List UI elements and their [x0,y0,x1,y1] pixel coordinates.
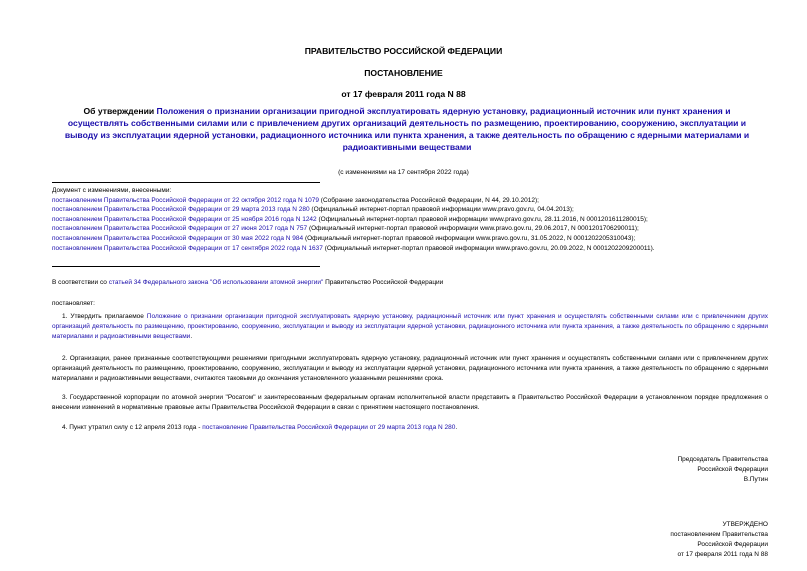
point-4: 4. Пункт утратил силу с 12 апреля 2013 года - постановление Правительства Российской Федерации от 29 марта 2013 года N 280. [62,424,458,431]
regulation-link[interactable]: Положение о признании организации пригодной эксплуатировать ядерную установку, радиационный источник или пункт хранения и осуществлять собственными силами или с привлечением других организаций деятельность по размещению, проектированию, сооружению, эксплуатации и выводу из эксплуатации ядерной установки, радиационного источника или пункта хранения, а также деятельность по обращению с ядерными материалами и радиоактивными веществами [52,313,768,340]
approval-country: Российской Федерации [697,541,768,548]
decides-label: постановляет: [52,300,95,307]
approval-date: от 17 февраля 2011 года N 88 [677,551,768,558]
signature-position: Председатель Правительства [677,456,768,463]
list-item: постановлением Правительства Российской Федерации от 17 сентября 2022 года N 1637 (Официальный интернет-портал правовой информации www.pravo.gov.ru, 20.09.2022, N 0001202209200011). [52,244,655,252]
top-divider [52,182,320,183]
repeal-decree-link[interactable]: постановление Правительства Российской Федерации от 29 марта 2013 года N 280 [202,424,456,431]
amendment-link[interactable]: постановлением Правительства Российской Федерации от 25 ноября 2016 года N 1242 [52,215,317,223]
doc-type-heading: ПОСТАНОВЛЕНИЕ [364,68,443,78]
date-number-heading: от 17 февраля 2011 года N 88 [341,89,466,99]
amendment-link[interactable]: постановлением Правительства Российской Федерации от 29 марта 2013 года N 280 [52,206,310,214]
document-title [52,105,762,153]
approval-by: постановлением Правительства [670,531,768,538]
signature-block [677,455,768,485]
list-item: постановлением Правительства Российской Федерации от 22 октября 2012 года N 1079 (Собрание законодательства Российской Федерации, N 44, 29.10.2012); [52,196,539,204]
changes-intro: Документ с изменениями, внесенными: [52,187,172,194]
point-3: 3. Государственной корпорации по атомной энергии "Росатом" и заинтересованным федеральным органам исполнительной власти представить в Правительство Российской Федерации в установленном порядке предложения о внесении изменений в нормативные правовые акты Правительства Российской Федерации в связи с принятием настоящего постановления. [52,394,768,411]
list-item: постановлением Правительства Российской Федерации от 29 марта 2013 года N 280 (Официальный интернет-портал правовой информации www.pravo.gov.ru, 04.04.2013); [52,206,574,214]
point-2: 2. Организации, ранее признанные соответствующими решениями пригодными эксплуатировать ядерную установку, радиационный источник или пункт хранения и осуществлять собственными силами или с привлечением других организаций деятельность по размещению, проектированию, сооружению, эксплуатации и выводу из эксплуатации ядерной установки, радиационного источника или пункта хранения, а также деятельность по обращению с ядерными материалами и радиоактивными веществами, считаются таковыми до окончания установленного указанными решениями срока. [52,355,768,382]
amendment-link[interactable]: постановлением Правительства Российской Федерации от 17 сентября 2022 года N 1637 [52,244,323,252]
amendment-link[interactable]: постановлением Правительства Российской Федерации от 22 октября 2012 года N 1079 [52,196,319,204]
approval-label: УТВЕРЖДЕНО [722,521,768,528]
revision-note: (с изменениями на 17 сентября 2022 года) [338,169,469,176]
changes-list [52,186,782,253]
preamble: В соответствии со статьей 34 Федерального закона "Об использовании атомной энергии" Правительство Российской Федерации [52,279,444,286]
list-item: постановлением Правительства Российской Федерации от 27 июня 2017 года N 757 (Официальный интернет-портал правовой информации www.pravo.gov.ru, 29.06.2017, N 0001201706290011); [52,225,639,233]
point-1: 1. Утвердить прилагаемое Положение о признании организации пригодной эксплуатировать ядерную установку, радиационный источник или пункт хранения и осуществлять собственными силами или с привлечением других организаций деятельность по размещению, проектированию, сооружению, эксплуатации и выводу из эксплуатации ядерной установки, радиационного источника или пункта хранения, а также деятельность по обращению с ядерными материалами и радиоактивными веществами. [52,313,768,340]
amendment-link[interactable]: постановлением Правительства Российской Федерации от 30 мая 2022 года N 984 [52,234,304,242]
government-heading: ПРАВИТЕЛЬСТВО РОССИЙСКОЙ ФЕДЕРАЦИИ [304,46,503,56]
amendment-link[interactable]: постановлением Правительства Российской Федерации от 27 июня 2017 года N 757 [52,225,308,233]
list-item: постановлением Правительства Российской Федерации от 30 мая 2022 года N 984 (Официальный интернет-портал правовой информации www.pravo.gov.ru, 31.05.2022, N 0001202205310043); [52,234,636,242]
approval-block [670,520,768,560]
title-prefix: Об утверждении [83,106,157,116]
bottom-divider [52,266,320,267]
signature-country: Российской Федерации [697,466,768,473]
regulation-title-link[interactable]: Положения о признании организации пригодной эксплуатировать ядерную установку, радиационный источник или пункт хранения и осуществлять собственными силами или с привлечением других организаций деятельность по размещению, проектированию, сооружению, эксплуатации и выводу из эксплуатации ядерной установки, радиационного источника или пункта хранения, а также деятельность по обращению с ядерными материалами и радиоактивными веществами [64,106,750,152]
signature-name: В.Путин [743,476,768,483]
federal-law-link[interactable]: статьей 34 Федерального закона "Об использовании атомной энергии" [108,279,324,286]
list-item: постановлением Правительства Российской Федерации от 25 ноября 2016 года N 1242 (Официальный интернет-портал правовой информации www.pravo.gov.ru, 28.11.2016, N 0001201611280015); [52,215,648,223]
